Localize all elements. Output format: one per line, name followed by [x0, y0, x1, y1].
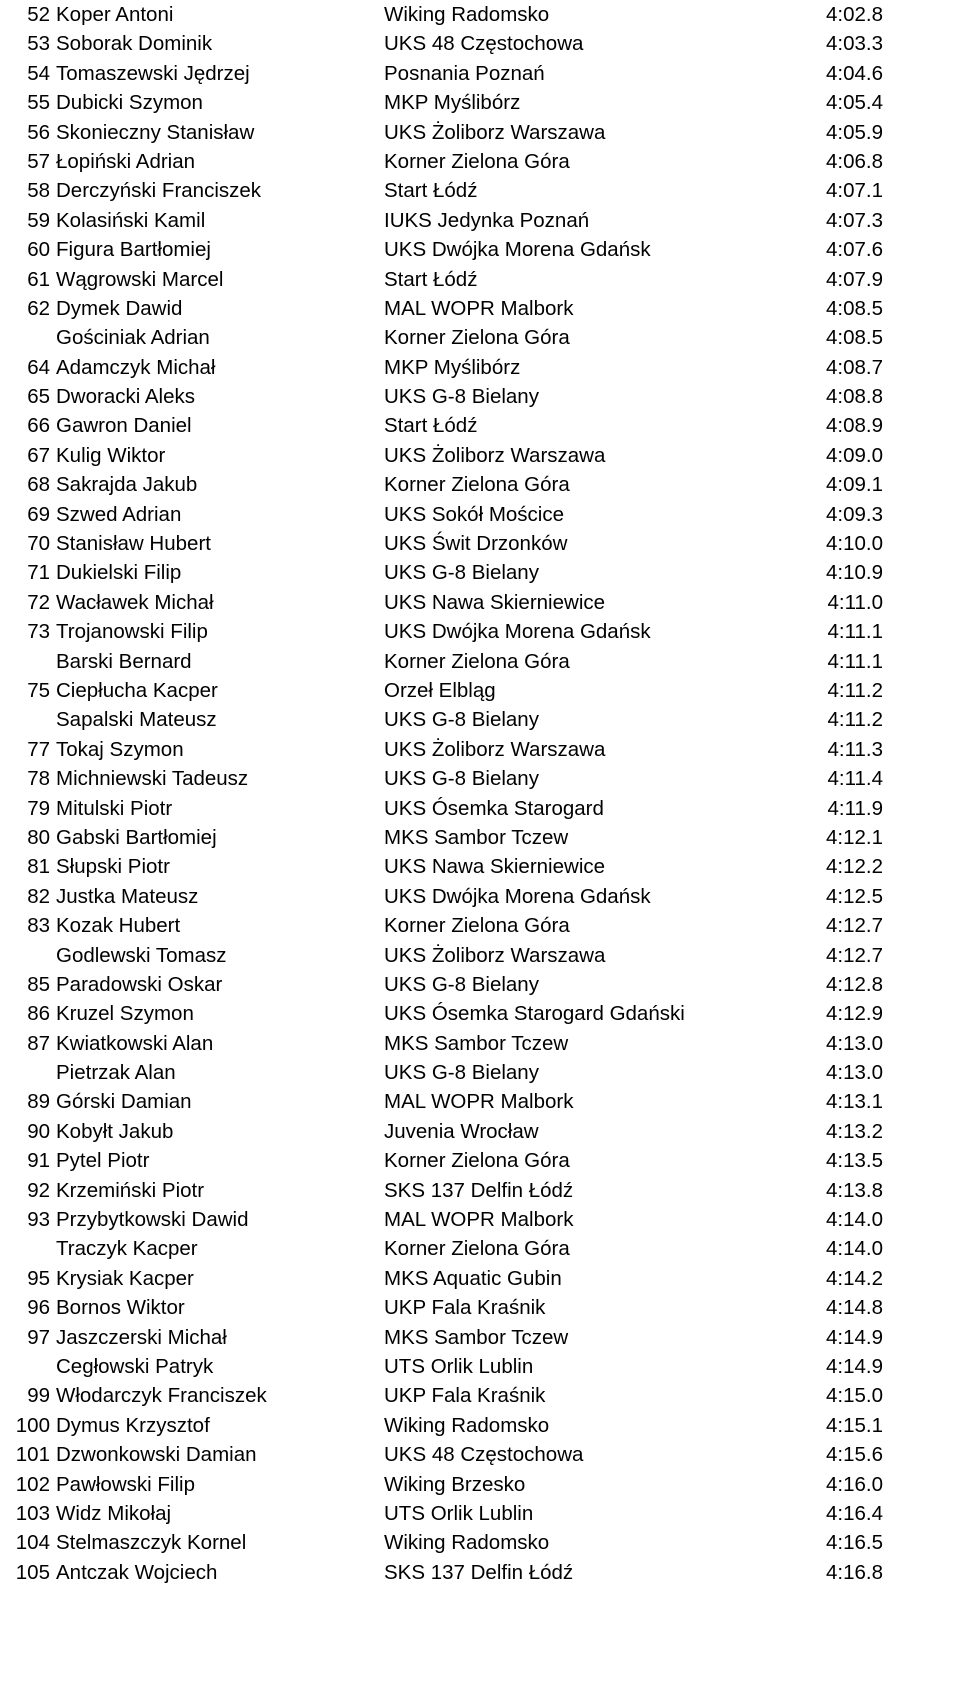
result-row: [0, 265, 960, 294]
result-row: [0, 735, 960, 764]
name-cell: Dworacki Aleks: [56, 385, 195, 409]
name-cell: Adamczyk Michał: [56, 355, 216, 379]
place-cell: 73: [27, 620, 50, 644]
club-cell: UKS 48 Częstochowa: [384, 1443, 584, 1467]
time-cell: 4:13.8: [826, 1178, 883, 1202]
time-cell: 4:12.2: [826, 855, 883, 879]
time-cell: 4:11.1: [827, 620, 883, 644]
time-cell: 4:11.9: [827, 796, 883, 820]
club-cell: MKP Myślibórz: [384, 355, 521, 379]
result-row: [0, 59, 960, 88]
place-cell: 87: [27, 1031, 50, 1055]
club-cell: UKS Ósemka Starogard Gdański: [384, 1002, 685, 1026]
result-row: [0, 794, 960, 823]
name-cell: Derczyński Franciszek: [56, 179, 262, 203]
time-cell: 4:11.2: [827, 708, 883, 732]
result-row: [0, 1323, 960, 1352]
name-cell: Antczak Wojciech: [56, 1560, 218, 1584]
place-cell: 93: [27, 1208, 50, 1232]
time-cell: 4:11.3: [827, 737, 883, 761]
name-cell: Justka Mateusz: [56, 884, 199, 908]
time-cell: 4:15.0: [826, 1384, 883, 1408]
time-cell: 4:16.0: [826, 1472, 883, 1496]
result-row: [0, 1176, 960, 1205]
name-cell: Włodarczyk Franciszek: [56, 1384, 267, 1408]
time-cell: 4:07.3: [826, 208, 883, 232]
club-cell: UKS G-8 Bielany: [384, 1061, 539, 1085]
club-cell: Korner Zielona Góra: [384, 1149, 570, 1173]
club-cell: UKS G-8 Bielany: [384, 561, 539, 585]
club-cell: UKS Żoliborz Warszawa: [384, 737, 606, 761]
place-cell: 97: [27, 1325, 50, 1349]
name-cell: Dymus Krzysztof: [56, 1413, 210, 1437]
time-cell: 4:12.9: [826, 1002, 883, 1026]
place-cell: 53: [27, 32, 50, 56]
result-row: [0, 705, 960, 734]
place-cell: 71: [27, 561, 50, 585]
result-row: [0, 1117, 960, 1146]
time-cell: 4:07.1: [826, 179, 883, 203]
time-cell: 4:14.2: [826, 1266, 883, 1290]
result-row: [0, 764, 960, 793]
result-row: [0, 1381, 960, 1410]
result-row: [0, 676, 960, 705]
place-cell: 70: [27, 532, 50, 556]
club-cell: MKS Sambor Tczew: [384, 1031, 569, 1055]
place-cell: 62: [27, 296, 50, 320]
place-cell: 81: [27, 855, 50, 879]
club-cell: IUKS Jedynka Poznań: [384, 208, 590, 232]
place-cell: 79: [27, 796, 50, 820]
time-cell: 4:15.6: [826, 1443, 883, 1467]
club-cell: Korner Zielona Góra: [384, 1237, 570, 1261]
result-row: [0, 1352, 960, 1381]
result-row: [0, 382, 960, 411]
result-row: [0, 647, 960, 676]
club-cell: MKS Sambor Tczew: [384, 1325, 569, 1349]
name-cell: Tomaszewski Jędrzej: [56, 61, 250, 85]
place-cell: 58: [27, 179, 50, 203]
club-cell: Korner Zielona Góra: [384, 649, 570, 673]
place-cell: 77: [27, 737, 50, 761]
time-cell: 4:15.1: [826, 1413, 883, 1437]
place-cell: 83: [27, 914, 50, 938]
place-cell: 86: [27, 1002, 50, 1026]
time-cell: 4:13.2: [826, 1119, 883, 1143]
result-row: [0, 1558, 960, 1587]
result-row: [0, 118, 960, 147]
place-cell: 64: [27, 355, 50, 379]
name-cell: Stanisław Hubert: [56, 532, 211, 556]
name-cell: Kolasiński Kamil: [56, 208, 206, 232]
name-cell: Gabski Bartłomiej: [56, 825, 217, 849]
name-cell: Tokaj Szymon: [56, 737, 184, 761]
club-cell: MAL WOPR Malbork: [384, 1208, 574, 1232]
result-row: [0, 1264, 960, 1293]
club-cell: UKP Fala Kraśnik: [384, 1384, 546, 1408]
name-cell: Kobyłt Jakub: [56, 1119, 174, 1143]
time-cell: 4:11.2: [827, 678, 883, 702]
time-cell: 4:16.4: [826, 1501, 883, 1525]
place-cell: 89: [27, 1090, 50, 1114]
time-cell: 4:12.1: [826, 825, 883, 849]
name-cell: Traczyk Kacper: [56, 1237, 198, 1261]
result-row: [0, 823, 960, 852]
name-cell: Sakrajda Jakub: [56, 473, 198, 497]
club-cell: UKP Fala Kraśnik: [384, 1296, 546, 1320]
time-cell: 4:07.9: [826, 267, 883, 291]
result-row: [0, 999, 960, 1028]
result-row: [0, 588, 960, 617]
name-cell: Dukielski Filip: [56, 561, 182, 585]
name-cell: Dubicki Szymon: [56, 91, 203, 115]
place-cell: 65: [27, 385, 50, 409]
name-cell: Górski Damian: [56, 1090, 192, 1114]
club-cell: UKS Dwójka Morena Gdańsk: [384, 238, 651, 262]
result-row: [0, 323, 960, 352]
place-cell: 92: [27, 1178, 50, 1202]
time-cell: 4:04.6: [826, 61, 883, 85]
result-row: [0, 88, 960, 117]
time-cell: 4:05.9: [826, 120, 883, 144]
result-row: [0, 1029, 960, 1058]
result-row: [0, 882, 960, 911]
place-cell: 75: [27, 678, 50, 702]
name-cell: Kruzel Szymon: [56, 1002, 194, 1026]
name-cell: Słupski Piotr: [56, 855, 170, 879]
time-cell: 4:09.0: [826, 443, 883, 467]
result-row: [0, 617, 960, 646]
place-cell: 52: [27, 3, 50, 26]
result-row: [0, 1146, 960, 1175]
result-row: [0, 441, 960, 470]
time-cell: 4:13.1: [826, 1090, 883, 1114]
time-cell: 4:14.0: [826, 1208, 883, 1232]
club-cell: UKS Sokół Mościce: [384, 502, 565, 526]
time-cell: 4:16.8: [826, 1560, 883, 1584]
time-cell: 4:10.9: [826, 561, 883, 585]
club-cell: UKS Dwójka Morena Gdańsk: [384, 620, 651, 644]
name-cell: Figura Bartłomiej: [56, 238, 211, 262]
result-row: [0, 1440, 960, 1469]
club-cell: UKS Nawa Skierniewice: [384, 855, 606, 879]
name-cell: Gościniak Adrian: [56, 326, 210, 350]
name-cell: Wacławek Michał: [56, 590, 214, 614]
name-cell: Stelmaszczyk Kornel: [56, 1531, 247, 1555]
time-cell: 4:11.4: [827, 767, 883, 791]
time-cell: 4:14.0: [826, 1237, 883, 1261]
time-cell: 4:11.1: [827, 649, 883, 673]
name-cell: Skonieczny Stanisław: [56, 120, 255, 144]
club-cell: Posnania Poznań: [384, 61, 545, 85]
place-cell: 54: [27, 61, 50, 85]
name-cell: Dzwonkowski Damian: [56, 1443, 257, 1467]
name-cell: Dymek Dawid: [56, 296, 183, 320]
place-cell: 61: [27, 267, 50, 291]
time-cell: 4:08.9: [826, 414, 883, 438]
time-cell: 4:07.6: [826, 238, 883, 262]
club-cell: UKS Żoliborz Warszawa: [384, 943, 606, 967]
club-cell: UKS Ósemka Starogard: [384, 796, 604, 820]
name-cell: Krysiak Kacper: [56, 1266, 194, 1290]
result-row: [0, 558, 960, 587]
result-row: [0, 1205, 960, 1234]
place-cell: 104: [15, 1531, 50, 1555]
result-row: [0, 1293, 960, 1322]
club-cell: UTS Orlik Lublin: [384, 1354, 534, 1378]
place-cell: 80: [27, 825, 50, 849]
name-cell: Godlewski Tomasz: [56, 943, 227, 967]
club-cell: MKS Aquatic Gubin: [384, 1266, 562, 1290]
time-cell: 4:14.8: [826, 1296, 883, 1320]
club-cell: MKP Myślibórz: [384, 91, 521, 115]
name-cell: Michniewski Tadeusz: [56, 767, 249, 791]
place-cell: 68: [27, 473, 50, 497]
name-cell: Sapalski Mateusz: [56, 708, 217, 732]
name-cell: Przybytkowski Dawid: [56, 1208, 249, 1232]
club-cell: Orzeł Elbląg: [384, 678, 496, 702]
place-cell: 96: [27, 1296, 50, 1320]
name-cell: Krzemiński Piotr: [56, 1178, 205, 1202]
name-cell: Kwiatkowski Alan: [56, 1031, 214, 1055]
club-cell: Wiking Radomsko: [384, 1531, 550, 1555]
club-cell: UKS G-8 Bielany: [384, 708, 539, 732]
place-cell: 67: [27, 443, 50, 467]
name-cell: Ciepłucha Kacper: [56, 678, 218, 702]
name-cell: Szwed Adrian: [56, 502, 182, 526]
time-cell: 4:12.5: [826, 884, 883, 908]
result-row: [0, 235, 960, 264]
time-cell: 4:08.5: [826, 326, 883, 350]
club-cell: UKS Nawa Skierniewice: [384, 590, 606, 614]
name-cell: Paradowski Oskar: [56, 972, 223, 996]
name-cell: Bornos Wiktor: [56, 1296, 185, 1320]
time-cell: 4:08.5: [826, 296, 883, 320]
club-cell: UKS G-8 Bielany: [384, 767, 539, 791]
place-cell: 55: [27, 91, 50, 115]
name-cell: Barski Bernard: [56, 649, 192, 673]
name-cell: Jaszczerski Michał: [56, 1325, 227, 1349]
time-cell: 4:09.3: [826, 502, 883, 526]
name-cell: Łopiński Adrian: [56, 149, 196, 173]
place-cell: 102: [15, 1472, 50, 1496]
result-row: [0, 852, 960, 881]
club-cell: UKS 48 Częstochowa: [384, 32, 584, 56]
club-cell: Korner Zielona Góra: [384, 473, 570, 497]
name-cell: Koper Antoni: [56, 3, 174, 26]
club-cell: Juvenia Wrocław: [384, 1119, 539, 1143]
club-cell: Start Łódź: [384, 414, 478, 438]
time-cell: 4:09.1: [826, 473, 883, 497]
result-row: [0, 1058, 960, 1087]
result-row: [0, 941, 960, 970]
club-cell: MAL WOPR Malbork: [384, 296, 574, 320]
place-cell: 101: [15, 1443, 50, 1467]
club-cell: UTS Orlik Lublin: [384, 1501, 534, 1525]
name-cell: Pawłowski Filip: [56, 1472, 195, 1496]
club-cell: Korner Zielona Góra: [384, 326, 570, 350]
name-cell: Soborak Dominik: [56, 32, 213, 56]
time-cell: 4:06.8: [826, 149, 883, 173]
name-cell: Mitulski Piotr: [56, 796, 173, 820]
place-cell: 60: [27, 238, 50, 262]
time-cell: 4:10.0: [826, 532, 883, 556]
name-cell: Pietrzak Alan: [56, 1061, 176, 1085]
time-cell: 4:11.0: [827, 590, 883, 614]
club-cell: UKS G-8 Bielany: [384, 385, 539, 409]
time-cell: 4:13.0: [826, 1061, 883, 1085]
result-row: [0, 911, 960, 940]
result-row: [0, 0, 960, 29]
club-cell: Wiking Radomsko: [384, 3, 550, 26]
place-cell: 66: [27, 414, 50, 438]
time-cell: 4:08.7: [826, 355, 883, 379]
result-row: [0, 29, 960, 58]
club-cell: UKS Żoliborz Warszawa: [384, 120, 606, 144]
club-cell: UKS Świt Drzonków: [384, 532, 568, 556]
result-row: [0, 294, 960, 323]
club-cell: UKS G-8 Bielany: [384, 972, 539, 996]
place-cell: 56: [27, 120, 50, 144]
name-cell: Gawron Daniel: [56, 414, 192, 438]
club-cell: Start Łódź: [384, 267, 478, 291]
time-cell: 4:12.8: [826, 972, 883, 996]
club-cell: SKS 137 Delfin Łódź: [384, 1178, 574, 1202]
name-cell: Trojanowski Filip: [56, 620, 208, 644]
result-row: [0, 470, 960, 499]
result-row: [0, 1499, 960, 1528]
place-cell: 103: [15, 1501, 50, 1525]
time-cell: 4:14.9: [826, 1354, 883, 1378]
result-row: [0, 500, 960, 529]
place-cell: 91: [27, 1149, 50, 1173]
time-cell: 4:02.8: [826, 3, 883, 26]
place-cell: 78: [27, 767, 50, 791]
club-cell: UKS Żoliborz Warszawa: [384, 443, 606, 467]
result-row: [0, 147, 960, 176]
result-row: [0, 353, 960, 382]
name-cell: Kozak Hubert: [56, 914, 181, 938]
result-row: [0, 1411, 960, 1440]
club-cell: Korner Zielona Góra: [384, 149, 570, 173]
result-row: [0, 1087, 960, 1116]
result-row: [0, 206, 960, 235]
name-cell: Kulig Wiktor: [56, 443, 166, 467]
place-cell: 69: [27, 502, 50, 526]
place-cell: 85: [27, 972, 50, 996]
time-cell: 4:08.8: [826, 385, 883, 409]
time-cell: 4:13.5: [826, 1149, 883, 1173]
result-row: [0, 1470, 960, 1499]
time-cell: 4:03.3: [826, 32, 883, 56]
time-cell: 4:05.4: [826, 91, 883, 115]
club-cell: Wiking Brzesko: [384, 1472, 526, 1496]
name-cell: Pytel Piotr: [56, 1149, 150, 1173]
club-cell: UKS Dwójka Morena Gdańsk: [384, 884, 651, 908]
place-cell: 57: [27, 149, 50, 173]
name-cell: Widz Mikołaj: [56, 1501, 172, 1525]
place-cell: 95: [27, 1266, 50, 1290]
club-cell: Wiking Radomsko: [384, 1413, 550, 1437]
result-row: [0, 1234, 960, 1263]
time-cell: 4:12.7: [826, 914, 883, 938]
result-row: [0, 176, 960, 205]
place-cell: 59: [27, 208, 50, 232]
result-row: [0, 1528, 960, 1557]
club-cell: MKS Sambor Tczew: [384, 825, 569, 849]
place-cell: 100: [15, 1413, 50, 1437]
result-row: [0, 970, 960, 999]
club-cell: Korner Zielona Góra: [384, 914, 570, 938]
place-cell: 82: [27, 884, 50, 908]
club-cell: Start Łódź: [384, 179, 478, 203]
place-cell: 105: [15, 1560, 50, 1584]
time-cell: 4:14.9: [826, 1325, 883, 1349]
time-cell: 4:13.0: [826, 1031, 883, 1055]
place-cell: 72: [27, 590, 50, 614]
place-cell: 99: [27, 1384, 50, 1408]
result-row: [0, 529, 960, 558]
time-cell: 4:16.5: [826, 1531, 883, 1555]
name-cell: Wągrowski Marcel: [56, 267, 224, 291]
name-cell: Cegłowski Patryk: [56, 1354, 214, 1378]
club-cell: MAL WOPR Malbork: [384, 1090, 574, 1114]
place-cell: 90: [27, 1119, 50, 1143]
time-cell: 4:12.7: [826, 943, 883, 967]
result-row: [0, 411, 960, 440]
club-cell: SKS 137 Delfin Łódź: [384, 1560, 574, 1584]
